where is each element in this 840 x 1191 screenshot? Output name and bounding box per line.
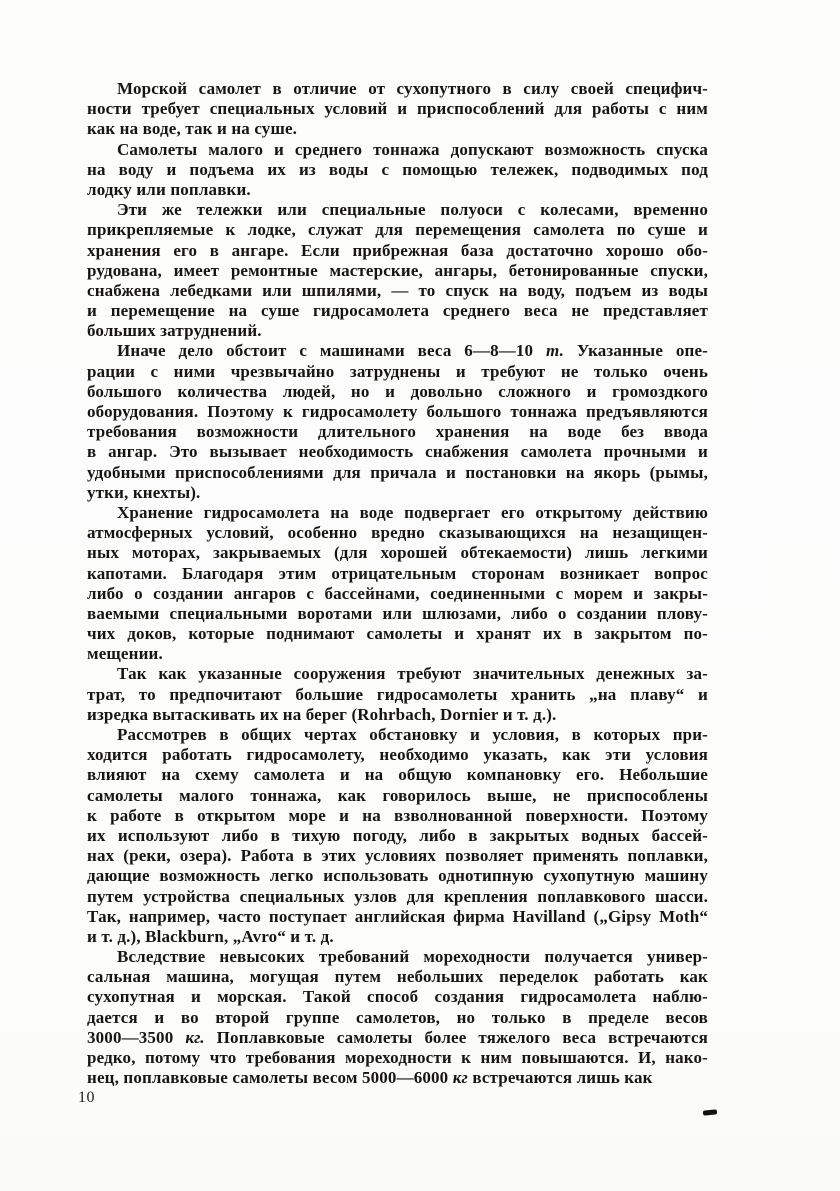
text-segment: к работе в открытом море и на взволнованной поверхности. Поэтому — [87, 805, 708, 825]
text-segment: Указанные опе- — [564, 341, 708, 361]
text-line — [87, 200, 708, 220]
text-line — [87, 220, 708, 240]
text-segment: 3000—3500 — [87, 1027, 186, 1047]
page-number: 10 — [78, 1089, 95, 1106]
text-segment: Так как указанные сооружения требуют значительных денежных за- — [117, 664, 708, 684]
text-segment: Хранение гидросамолета на воде подвергает его открытому действию — [117, 502, 708, 522]
text-segment: Иначе дело обстоит с машинами веса 6—8—10 — [117, 341, 547, 361]
text-segment: и перемещение на суше гидросамолета среднего веса не представляет — [87, 301, 708, 321]
text-line — [87, 644, 708, 664]
text-line — [87, 927, 708, 947]
text-line — [87, 362, 708, 382]
text-line — [87, 1048, 708, 1068]
text-segment: ности требует специальных условий и приспособлений для работы с ним — [87, 99, 708, 119]
text-line — [87, 786, 708, 806]
text-line — [87, 503, 708, 523]
ink-mark — [703, 1109, 717, 1115]
text-line — [87, 321, 708, 341]
text-segment: снабжена лебедками или шпилями, — то спуск на воду, подъем из воды — [87, 280, 708, 300]
text-segment: Так, например, часто поступает английская фирма Havilland („Gipsy Moth“ — [87, 906, 708, 926]
text-segment: ходится работать гидросамолету, необходимо указать, как эти условия — [87, 745, 708, 765]
text-segment: влияют на схему самолета и на общую компановку его. Небольшие — [87, 765, 708, 785]
text-segment: нах (реки, озера). Работа в этих условиях позволяет применять поплавки, — [87, 846, 708, 866]
text-segment: Самолеты малого и среднего тоннажа допускают возможность спуска — [117, 139, 708, 159]
text-line — [87, 463, 708, 483]
text-segment: нец, поплавковые самолеты весом 5000—6000 — [87, 1068, 453, 1088]
text-line — [87, 382, 708, 402]
text-line — [87, 664, 708, 684]
text-line — [87, 160, 708, 180]
text-line — [87, 806, 708, 826]
text-line — [87, 140, 708, 160]
text-segment: оборудования. Поэтому к гидросамолету большого тоннажа предъявляются — [87, 402, 708, 421]
text-line — [87, 241, 708, 261]
text-line — [87, 967, 708, 987]
text-segment: мещении. — [87, 644, 163, 664]
text-segment: хранения его в ангаре. Если прибрежная база достаточно хорошо обо- — [87, 240, 708, 260]
text-segment: большого количества людей, но и довольно сложного и громоздкого — [87, 381, 708, 401]
text-segment: Морской самолет в отличие от сухопутного в силу своей специфич- — [117, 79, 708, 98]
text-line — [87, 705, 708, 725]
text-line — [87, 180, 708, 200]
text-segment: встречаются лишь как — [467, 1068, 653, 1088]
text-line — [87, 261, 708, 281]
text-segment: удобными приспособлениями для причала и постановки на якорь (рымы, — [87, 462, 708, 482]
text-line — [87, 604, 708, 624]
text-line — [87, 745, 708, 765]
text-segment: и т. д.), Blackburn, „Avro“ и т. д. — [87, 926, 334, 946]
text-segment: на воду и подъема их из воды с помощью тележек, подводимых под — [87, 159, 708, 179]
text-line — [87, 846, 708, 866]
text-segment: Эти же тележки или специальные полуоси с колесами, временно — [117, 200, 708, 220]
text-line — [87, 826, 708, 846]
text-segment: требования возможности длительного хранения на воде без ввода — [87, 422, 708, 442]
text-line — [87, 422, 708, 442]
text-segment: дающие возможность легко использовать однотипную сухопутную машину — [87, 866, 708, 886]
body-text — [87, 79, 708, 1088]
text-line — [87, 1028, 708, 1048]
text-segment: либо о создании ангаров с бассейнами, соединенными с морем и закры- — [87, 583, 708, 603]
text-line — [87, 564, 708, 584]
text-line — [87, 281, 708, 301]
text-line — [87, 301, 708, 321]
text-segment: ных моторах, закрываемых (для хорошей обтекаемости) лишь легкими — [87, 543, 708, 563]
text-segment: рации с ними чрезвычайно затруднены и требуют не только очень — [87, 361, 708, 381]
text-line — [87, 987, 708, 1007]
text-segment: капотами. Благодаря этим отрицательным сторонам возникает вопрос — [87, 563, 708, 583]
text-line — [87, 1068, 708, 1088]
text-segment: редко, потому что требования мореходности к ним повышаются. И, нако- — [87, 1048, 708, 1067]
text-line — [87, 1008, 708, 1028]
text-segment: прикрепляемые к лодке, служат для перемещения самолета по суше и — [87, 220, 708, 240]
text-line — [87, 79, 708, 99]
text-line — [87, 483, 708, 503]
text-line — [87, 887, 708, 907]
text-line — [87, 543, 708, 563]
text-line — [87, 947, 708, 967]
text-segment: лодку или поплавки. — [87, 179, 251, 199]
text-line — [87, 725, 708, 745]
text-segment: больших затруднений. — [87, 321, 262, 341]
text-segment: сальная машина, могущая путем небольших переделок работать как — [87, 967, 708, 987]
italic-text-segment: т. — [546, 341, 565, 361]
text-segment: сухопутная и морская. Такой способ создания гидросамолета наблю- — [87, 987, 708, 1007]
text-segment: утки, кнехты). — [87, 482, 201, 502]
text-line — [87, 907, 708, 927]
text-line — [87, 624, 708, 644]
text-line — [87, 584, 708, 604]
text-segment: Поплавковые самолеты более тяжелого веса встречаются — [204, 1027, 708, 1047]
text-line — [87, 99, 708, 119]
text-segment: рудована, имеет ремонтные мастерские, ангары, бетонированные спуски, — [87, 260, 708, 280]
text-segment: самолеты малого тоннажа, как говорилось выше, не приспособлены — [87, 785, 708, 805]
text-segment: трат, то предпочитают большие гидросамолеты хранить „на плаву“ и — [87, 684, 708, 704]
text-line — [87, 341, 708, 361]
italic-text-segment: кг. — [185, 1027, 205, 1047]
text-line — [87, 523, 708, 543]
text-segment: их используют либо в тихую погоду, либо в закрытых водных бассей- — [87, 825, 708, 845]
text-segment: чих доков, которые поднимают самолеты и хранят их в закрытом по- — [87, 624, 708, 644]
text-line — [87, 866, 708, 886]
text-segment: путем устройства специальных узлов для крепления поплавкового шасси. — [87, 886, 708, 906]
text-segment: Рассмотрев в общих чертах обстановку и условия, в которых при- — [117, 725, 708, 744]
text-segment: Вследствие невысоких требований мореходности получается универ- — [117, 947, 708, 967]
text-line — [87, 442, 708, 462]
text-segment: ваемыми специальными воротами или шлюзами, либо о создании плову- — [87, 603, 708, 623]
text-segment: дается и во второй группе самолетов, но только в пределе весов — [87, 1007, 708, 1027]
italic-text-segment: кг — [452, 1068, 468, 1088]
text-line — [87, 402, 708, 422]
text-segment: изредка вытаскивать их на берег (Rohrbach, Dornier и т. д.). — [87, 704, 557, 724]
text-segment: в ангар. Это вызывает необходимость снабжения самолета прочными и — [87, 442, 708, 462]
text-segment: как на воде, так и на суше. — [87, 119, 298, 139]
text-line — [87, 685, 708, 705]
text-segment: атмосферных условий, особенно вредно сказывающихся на незащищен- — [87, 523, 708, 543]
text-line — [87, 765, 708, 785]
text-line — [87, 119, 708, 139]
